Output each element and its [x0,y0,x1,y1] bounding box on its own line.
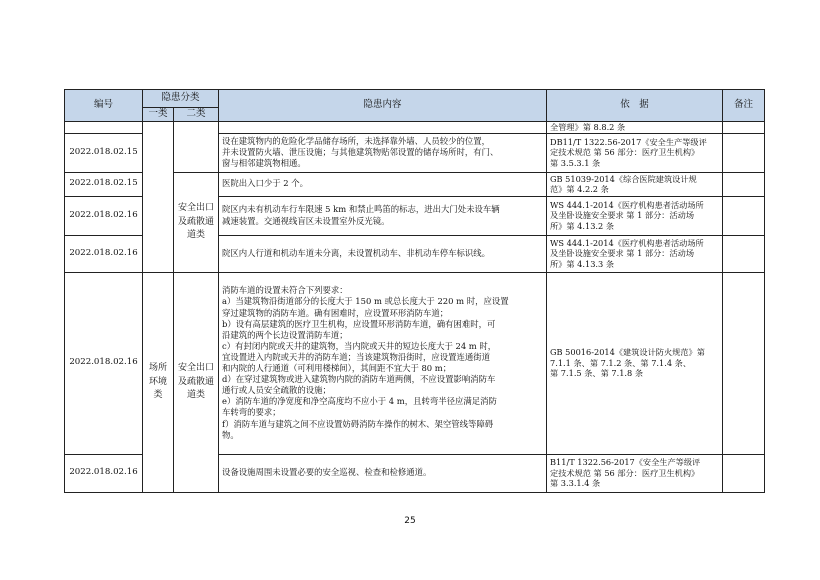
content-line: f）消防车道与建筑之间不应设置妨碍消防车操作的树木、架空管线等障碍 [222,418,494,429]
cell-number [65,121,143,133]
cell-remark [723,172,765,196]
cell-content [219,172,547,196]
header-basis: 依 据 [547,90,723,122]
cell-remark [723,121,765,133]
content-line: a）当建筑物沿街道部分的长度大于 150 m 或总长度大于 220 m 时，应设置 [222,296,509,307]
basis-line: 第 3.5.3.1 条 [550,157,601,168]
header-content: 隐患内容 [219,90,547,122]
basis-line: DB11/T 1322.56-2017《安全生产等级评 [550,136,707,147]
cell-remark [723,196,765,235]
basis-line: 及坐卧设施安全要求 第 1 部分：活动场 [550,248,695,259]
basis-line: GB 50016-2014《建筑设计防火规范》第 [550,347,705,358]
content-line: 窗与相邻建筑物相通。 [222,158,306,169]
cell-content [219,454,547,492]
basis-line: WS 444.1-2014《医疗机构患者活动场所 [550,237,704,248]
table-row-continued [65,121,765,133]
cell-number: 2022.018.02.16 [65,196,143,235]
basis-line: 及坐卧设施安全要求 第 1 部分：活动场 [550,210,695,221]
header-cat1: 一类 [143,108,174,122]
header-cat2: 二类 [174,108,219,122]
cell-basis: 全管理》第 8.8.2 条 [547,121,723,133]
page-number: 25 [404,516,416,526]
cell-remark [723,133,765,172]
header-row-1 [65,90,765,108]
cell-content [219,196,547,235]
content-line: 物。 [222,429,239,440]
cell-basis [547,235,723,272]
cell-number: 2022.018.02.16 [65,235,143,272]
cell-basis [547,172,723,196]
content-line: 院区内未有机动车行车限速 5 km 和禁止鸣笛的标志，进出大门处未设车辆 [222,204,500,215]
cell-number: 2022.018.02.15 [65,172,143,196]
content-line: 减速装置。交通视线盲区未设置室外反光镜。 [222,215,390,226]
cell-number: 2022.018.02.16 [65,272,143,454]
cell-cat2-group-b: 安全出口及疏散通道类 [174,272,219,492]
content-line: d）在穿过建筑物或进入建筑物内院的消防车道两侧，不应设置影响消防车 [222,374,496,385]
hazard-table [64,89,765,493]
cell-cat2 [174,121,219,172]
content-line: 设备设施周围未设置必要的安全巡视、检查和检修通道。 [222,467,432,478]
content-line: 和内院的人行通道（可利用楼梯间），其间距不宜大于 80 m； [222,363,452,374]
content-line: 通行或人员安全疏散的设施； [222,385,331,396]
cell-basis [547,196,723,235]
cell-content [219,133,547,172]
content-line: 医院出入口少于 2 个。 [222,178,309,189]
content-line: b）设有高层建筑的医疗卫生机构，应设置环形消防车道，确有困难时，可 [222,318,496,329]
basis-line: 7.1.1 条、第 7.1.2 条、第 7.1.4 条、 [550,357,692,368]
cell-basis [547,133,723,172]
header-remark: 备注 [723,90,765,122]
header-number: 编号 [65,90,143,122]
cell-basis [547,454,723,492]
content-line: e）消防车道的净宽度和净空高度均不应小于 4 m，且转弯半径应满足消防 [222,396,497,407]
content-line: 并未设置防火墙、泄压设施；与其他建筑物贴邻设置的储存场所时，有门、 [222,146,499,157]
cell-content [219,272,547,454]
cell-number: 2022.018.02.15 [65,133,143,172]
content-line: 穿过建筑物的消防车道。确有困难时，应设置环形消防车道； [222,307,449,318]
content-line: 设在建筑物内的危险化学品储存场所，未选择靠外墙、人员较少的位置， [222,135,491,146]
basis-line: WS 444.1-2014《医疗机构患者活动场所 [550,199,704,210]
basis-line: 第 7.1.5 条、第 7.1.8 条 [550,368,644,379]
basis-line: 范》第 4.2.2 条 [550,184,609,195]
content-line: c）有封闭内院或天井的建筑物，当内院或天井的短边长度大于 24 m 时， [222,340,497,351]
content-line: 宜设置进入内院或天井的消防车道；当该建筑物沿街时，应设置连通街道 [222,351,491,362]
basis-line: GB 51039-2014《综合医院建筑设计规 [550,173,697,184]
cell-basis [547,272,723,454]
cell-cat2-group-a: 安全出口及疏散通道类 [174,172,219,272]
basis-line: 定技术规范 第 56 部分：医疗卫生机构》 [550,147,700,158]
content-line: 院区内人行道和机动车道未分离，未设置机动车、非机动车停车标识线。 [222,247,491,258]
content-line: 车转弯的要求； [222,407,281,418]
header-category: 隐患分类 [143,90,219,108]
cell-content [219,121,547,133]
basis-line: 所》第 4.13.2 条 [550,220,615,231]
basis-line: 所》第 4.13.3 条 [550,258,615,269]
cell-remark [723,454,765,492]
basis-line: B11/T 1322.56-2017《安全生产等级评 [550,457,701,468]
cell-cat1-group-b: 场所环境类 [143,272,174,492]
content-line: 沿建筑的两个长边设置消防车道； [222,329,348,340]
cell-number: 2022.018.02.16 [65,454,143,492]
table-row [65,272,765,454]
cell-content [219,235,547,272]
cell-cat1 [143,121,174,272]
content-line: 消防车道的设置未符合下列要求： [222,285,348,296]
basis-line: 第 3.3.1.4 条 [550,478,601,489]
cell-remark [723,272,765,454]
basis-line: 定技术规范 第 56 部分：医疗卫生机构》 [550,467,700,478]
cell-remark [723,235,765,272]
